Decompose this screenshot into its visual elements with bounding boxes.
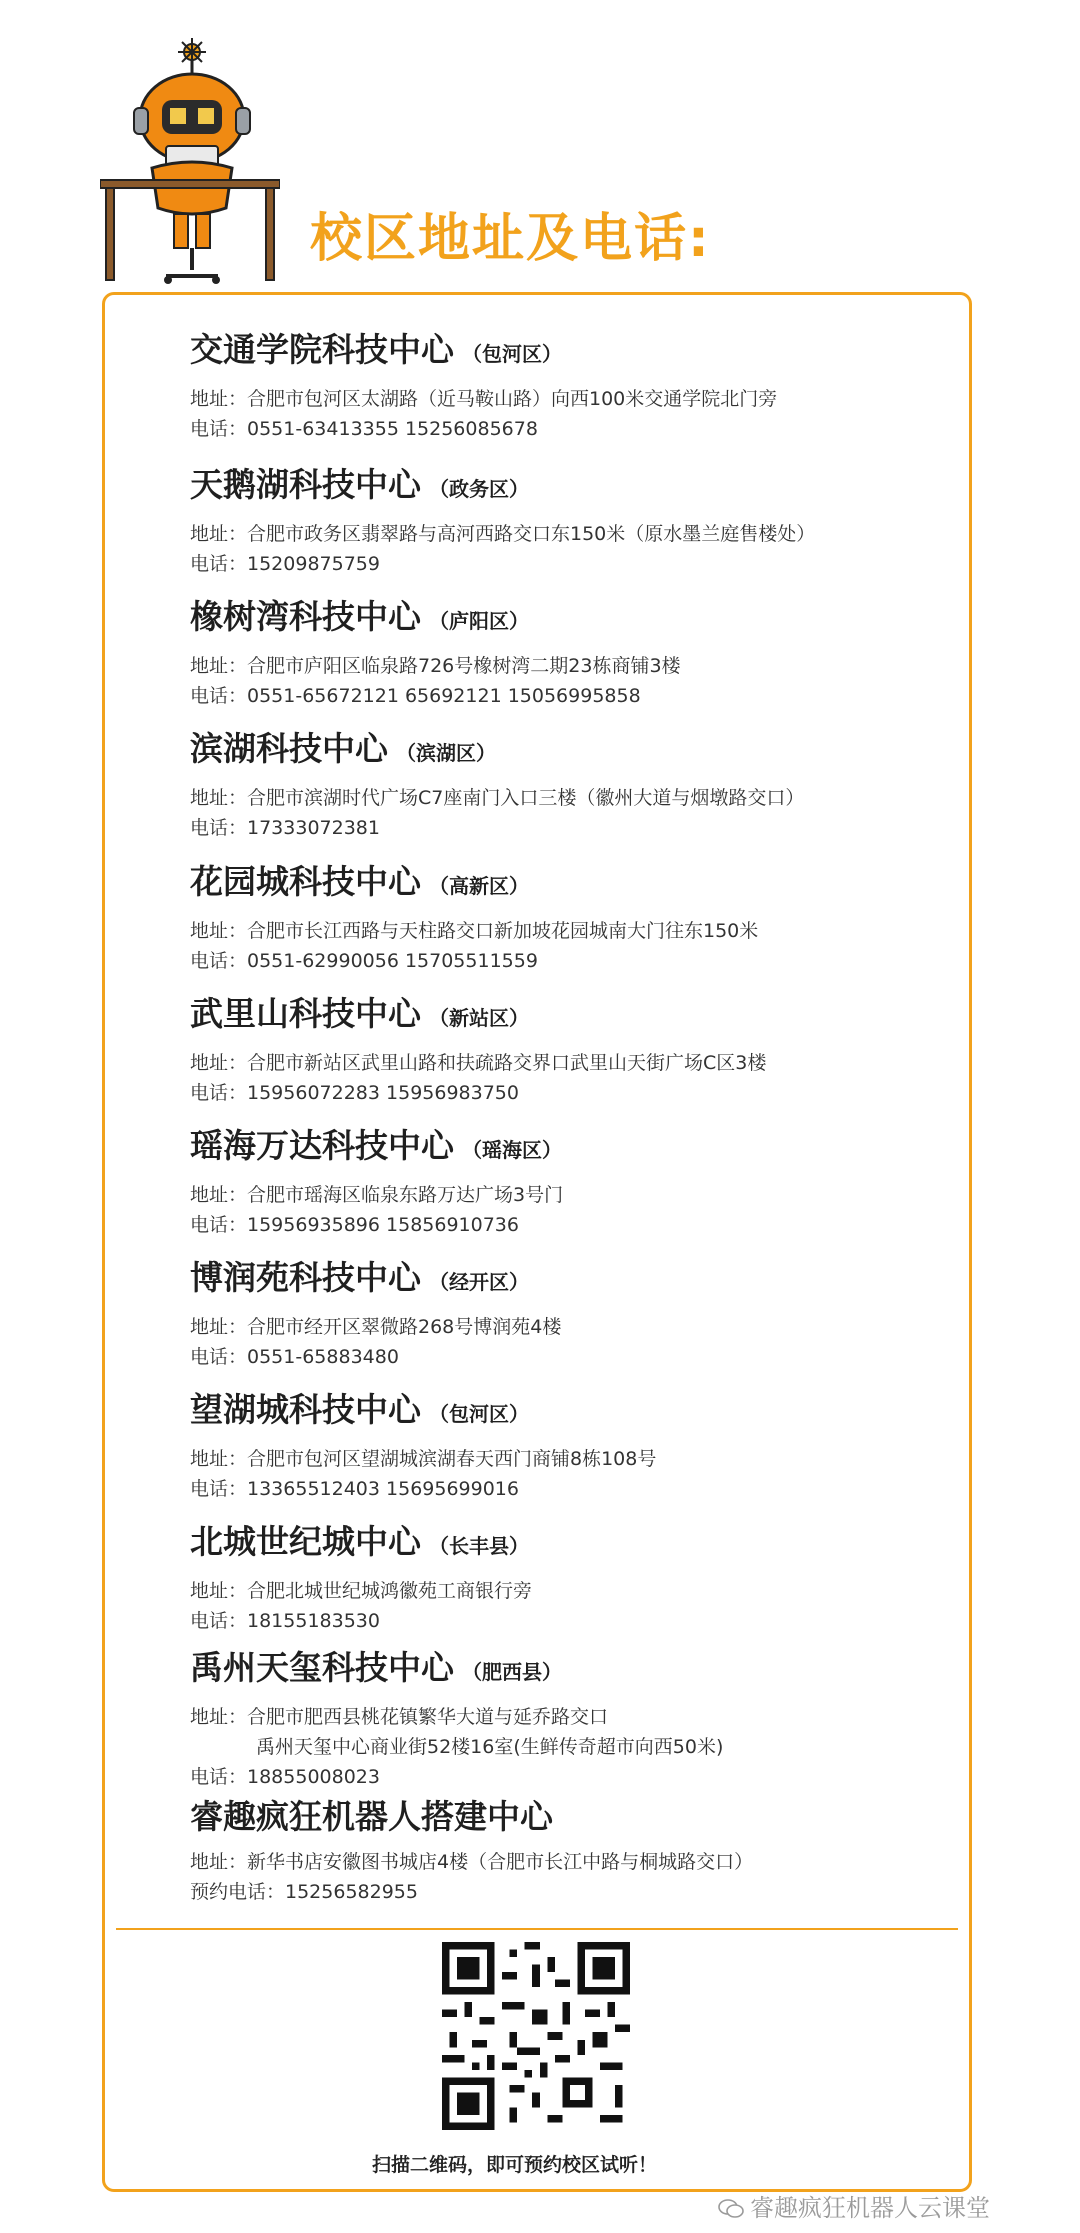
campus-phone: 电话：0551-65672121 65692121 15056995858 (190, 685, 641, 707)
campus-block (190, 1258, 950, 1372)
campus-address: 地址：合肥市长江西路与天柱路交口新加坡花园城南大门往东150米 (190, 920, 759, 942)
campus-district: （经开区） (429, 1270, 529, 1294)
campus-address: 地址：合肥市包河区太湖路（近马鞍山路）向西100米交通学院北门旁 (190, 388, 778, 410)
campus-phone: 电话：15956072283 15956983750 (190, 1082, 519, 1104)
page-title: 校区地址及电话: (310, 209, 711, 269)
campus-name: 禹州天玺科技中心 (190, 1648, 454, 1687)
campus-block (190, 1390, 950, 1504)
campus-phone: 电话：0551-65883480 (190, 1346, 399, 1368)
campus-name: 博润苑科技中心 (190, 1258, 421, 1297)
campus-district: （新站区） (429, 1006, 529, 1030)
campus-name: 滨湖科技中心 (190, 729, 388, 768)
campus-name: 武里山科技中心 (190, 994, 421, 1033)
antenna-star-icon (178, 38, 206, 78)
campus-address: 禹州天玺中心商业街52楼16室(生鲜传奇超市向西50米) (256, 1736, 724, 1758)
campus-district: （包河区） (429, 1402, 529, 1426)
campus-name: 天鹅湖科技中心 (190, 465, 421, 504)
campus-block (190, 465, 950, 579)
campus-heading (190, 729, 950, 773)
scan-instruction: 扫描二维码，即可预约校区试听！ (372, 2154, 658, 2176)
campus-heading (190, 597, 950, 641)
campus-block (190, 597, 950, 711)
campus-phone: 电话：15209875759 (190, 553, 380, 575)
campus-phone: 预约电话：15256582955 (190, 1881, 418, 1903)
qr-code-icon[interactable] (442, 1942, 630, 2130)
campus-address: 地址：合肥市包河区望湖城滨湖春天西门商铺8栋108号 (190, 1448, 657, 1470)
campus-heading (190, 1258, 950, 1302)
campus-phone: 电话：17333072381 (190, 817, 380, 839)
robot-mascot-illustration (100, 38, 280, 288)
campus-heading (190, 862, 950, 906)
campus-phone: 电话：18855008023 (190, 1766, 380, 1788)
campus-heading (190, 1648, 950, 1692)
campus-heading (190, 994, 950, 1038)
campus-block (190, 1126, 950, 1240)
campus-block (190, 994, 950, 1108)
campus-name: 北城世纪城中心 (190, 1522, 421, 1561)
campus-district: （滨湖区） (396, 741, 496, 765)
campus-block (190, 330, 950, 444)
campus-address: 地址：合肥市瑶海区临泉东路万达广场3号门 (190, 1184, 564, 1206)
campus-name: 交通学院科技中心 (190, 330, 454, 369)
campus-name: 望湖城科技中心 (190, 1390, 421, 1429)
campus-name: 橡树湾科技中心 (190, 597, 421, 636)
campus-heading (190, 1797, 950, 1837)
campus-phone: 电话：18155183530 (190, 1610, 380, 1632)
campus-heading (190, 330, 950, 374)
campus-phone: 电话：0551-62990056 15705511559 (190, 950, 538, 972)
campus-address: 地址：合肥市肥西县桃花镇繁华大道与延乔路交口 (190, 1706, 609, 1728)
campus-heading (190, 1522, 950, 1566)
campus-name: 瑶海万达科技中心 (190, 1126, 454, 1165)
campus-district: （包河区） (462, 342, 562, 366)
campus-district: （政务区） (429, 477, 529, 501)
footer-divider (116, 1928, 958, 1930)
campus-heading (190, 1390, 950, 1434)
campus-heading (190, 1126, 950, 1170)
campus-block (190, 1797, 950, 1907)
campus-address: 地址：合肥市庐阳区临泉路726号橡树湾二期23栋商铺3楼 (190, 655, 681, 677)
campus-district: （肥西县） (462, 1660, 562, 1684)
campus-district: （高新区） (429, 874, 529, 898)
campus-phone: 电话：15956935896 15856910736 (190, 1214, 519, 1236)
campus-address: 地址：合肥北城世纪城鸿徽苑工商银行旁 (190, 1580, 533, 1602)
campus-address: 地址：合肥市新站区武里山路和扶疏路交界口武里山天街广场C区3楼 (190, 1052, 767, 1074)
campus-district: （长丰县） (429, 1534, 529, 1558)
campus-phone: 电话：13365512403 15695699016 (190, 1478, 519, 1500)
campus-name: 睿趣疯狂机器人搭建中心 (190, 1797, 553, 1836)
campus-address: 地址：新华书店安徽图书城店4楼（合肥市长江中路与桐城路交口） (190, 1851, 754, 1873)
watermark (718, 2188, 990, 2223)
campus-district: （庐阳区） (429, 609, 529, 633)
campus-block (190, 729, 950, 843)
campus-address: 地址：合肥市滨湖时代广场C7座南门入口三楼（徽州大道与烟墩路交口） (190, 787, 805, 809)
campus-block (190, 1648, 950, 1792)
campus-name: 花园城科技中心 (190, 862, 421, 901)
wechat-icon (718, 2199, 744, 2219)
campus-district: （瑶海区） (462, 1138, 562, 1162)
campus-block (190, 1522, 950, 1636)
campus-block (190, 862, 950, 976)
campus-heading (190, 465, 950, 509)
watermark-text: 睿趣疯狂机器人云课堂 (750, 2194, 990, 2222)
campus-address: 地址：合肥市政务区翡翠路与高河西路交口东150米（原水墨兰庭售楼处） (190, 523, 816, 545)
campus-phone: 电话：0551-63413355 15256085678 (190, 418, 538, 440)
campus-address: 地址：合肥市经开区翠微路268号博润苑4楼 (190, 1316, 562, 1338)
